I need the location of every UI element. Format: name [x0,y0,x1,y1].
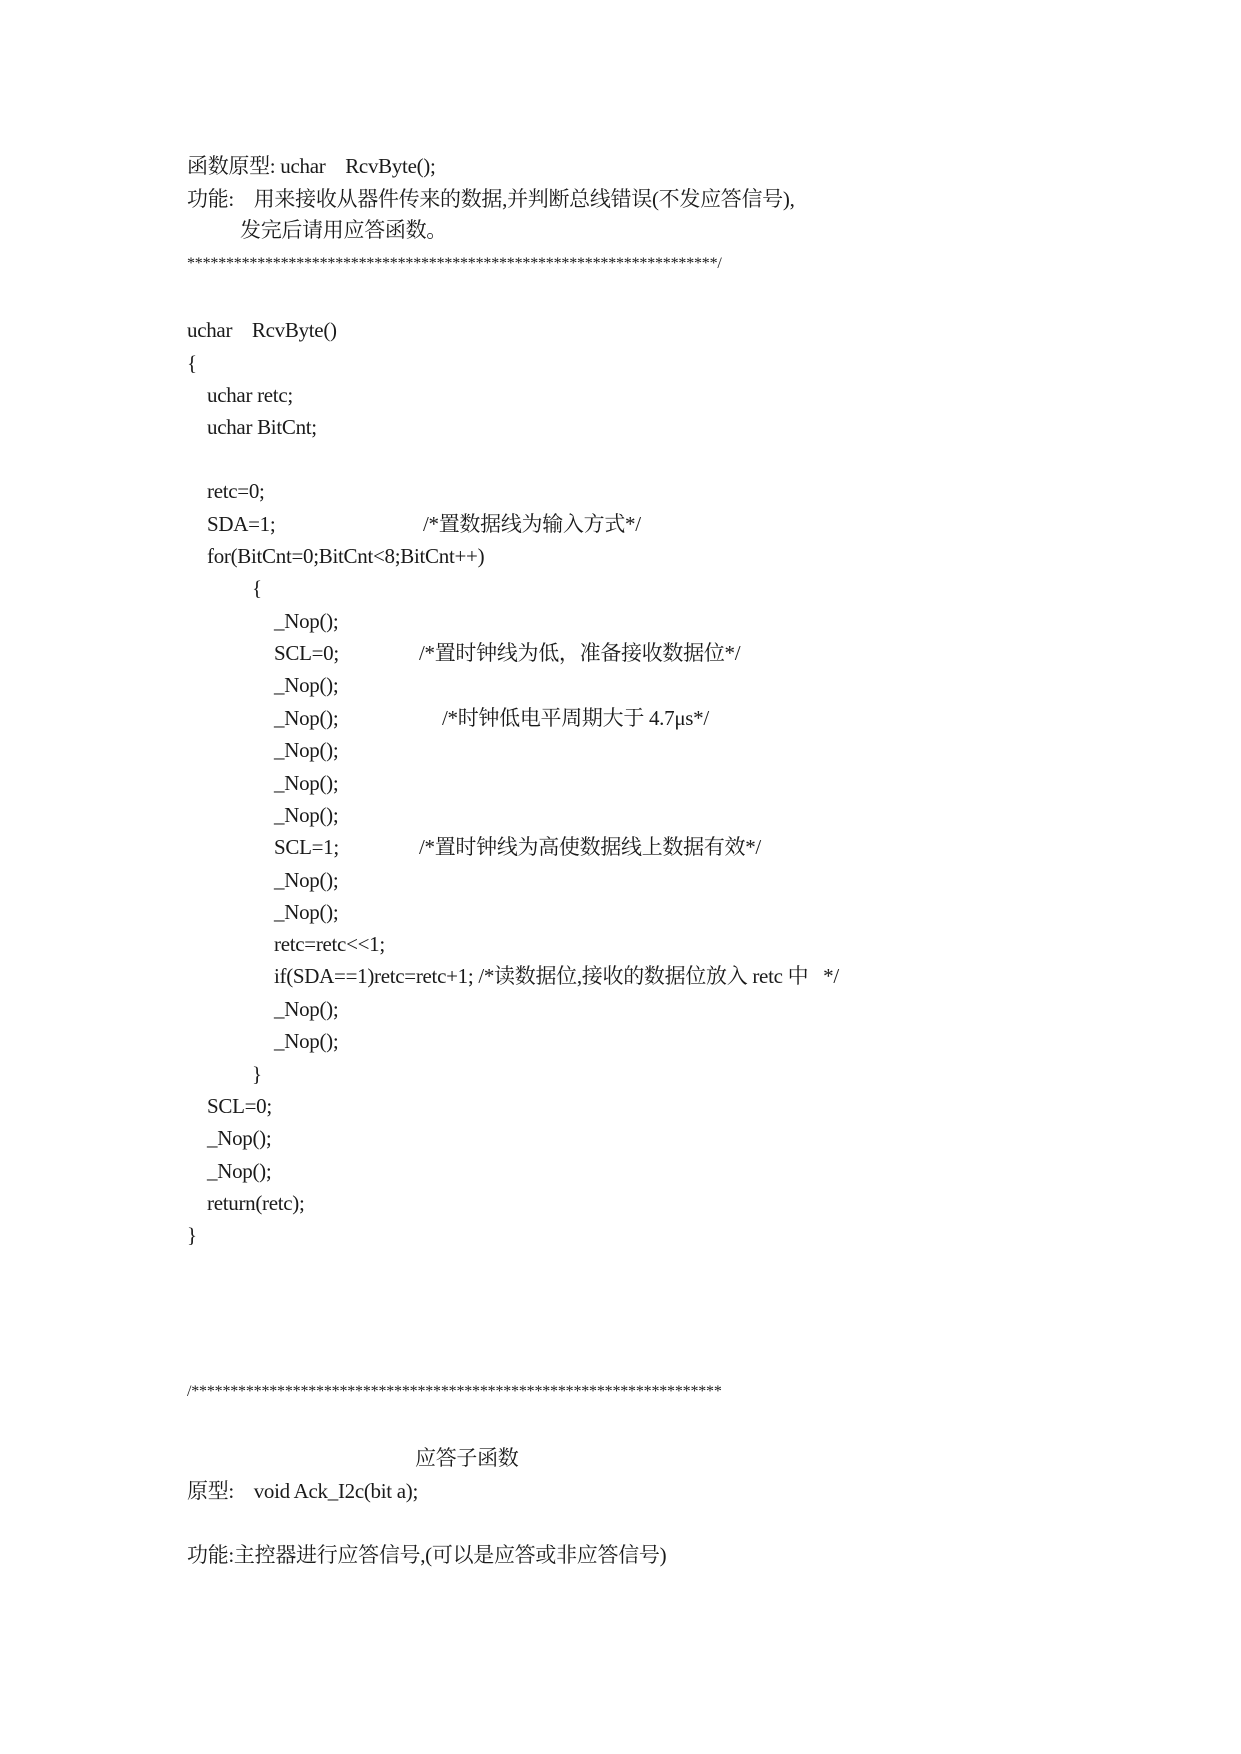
code-line: _Nop(); [274,673,339,697]
func-description-line: 功能: 用来接收从器件传来的数据,并判断总线错误(不发应答信号), [187,187,795,211]
code-line: return(retc); [207,1191,305,1215]
func-description-cont: 发完后请用应答函数。 [240,218,447,242]
code-comment: /*置时钟线为低，准备接收数据位*/ [419,641,741,665]
code-comment: /*置数据线为输入方式*/ [423,512,641,536]
code-line: SCL=1; [274,835,339,859]
code-line: retc=0; [207,479,265,503]
code-line: _Nop(); [274,1029,339,1053]
code-line: uchar BitCnt; [207,415,317,439]
code-line: uchar retc; [207,383,293,407]
code-line: for(BitCnt=0;BitCnt<8;BitCnt++) [207,544,485,568]
code-line: _Nop(); [274,868,339,892]
code-line: _Nop(); [274,900,339,924]
comment-start-rule: /******************************************************************** [187,1383,722,1400]
func-prototype-line: 函数原型: uchar RcvByte(); [187,154,436,178]
code-line: { [187,351,197,375]
code-line: _Nop(); [274,609,339,633]
code-comment: /*时钟低电平周期大于 4.7μs*/ [442,706,709,730]
code-line: uchar RcvByte() [187,318,337,342]
code-line: retc=retc<<1; [274,932,385,956]
code-line: _Nop(); [207,1159,272,1183]
code-line: SCL=0; [207,1094,272,1118]
code-line: SDA=1; [207,512,276,536]
code-line: _Nop(); [274,997,339,1021]
code-line: _Nop(); [274,803,339,827]
ack-prototype-line: 原型: void Ack_I2c(bit a); [187,1479,419,1503]
ack-description-line: 功能:主控器进行应答信号,(可以是应答或非应答信号) [187,1543,667,1567]
code-comment: /*置时钟线为高使数据线上数据有效*/ [419,835,761,859]
code-line: { [252,576,262,600]
code-line: } [252,1062,262,1086]
code-line: _Nop(); [274,738,339,762]
code-line: SCL=0; [274,641,339,665]
code-line: _Nop(); [207,1126,272,1150]
comment-end-rule: ********************************************************************/ [187,255,722,272]
section-heading: 应答子函数 [415,1446,519,1470]
code-line: if(SDA==1)retc=retc+1; /*读数据位,接收的数据位放入 retc 中 */ [274,964,839,988]
code-line: _Nop(); [274,706,339,730]
code-line: _Nop(); [274,771,339,795]
code-line: } [187,1223,197,1247]
